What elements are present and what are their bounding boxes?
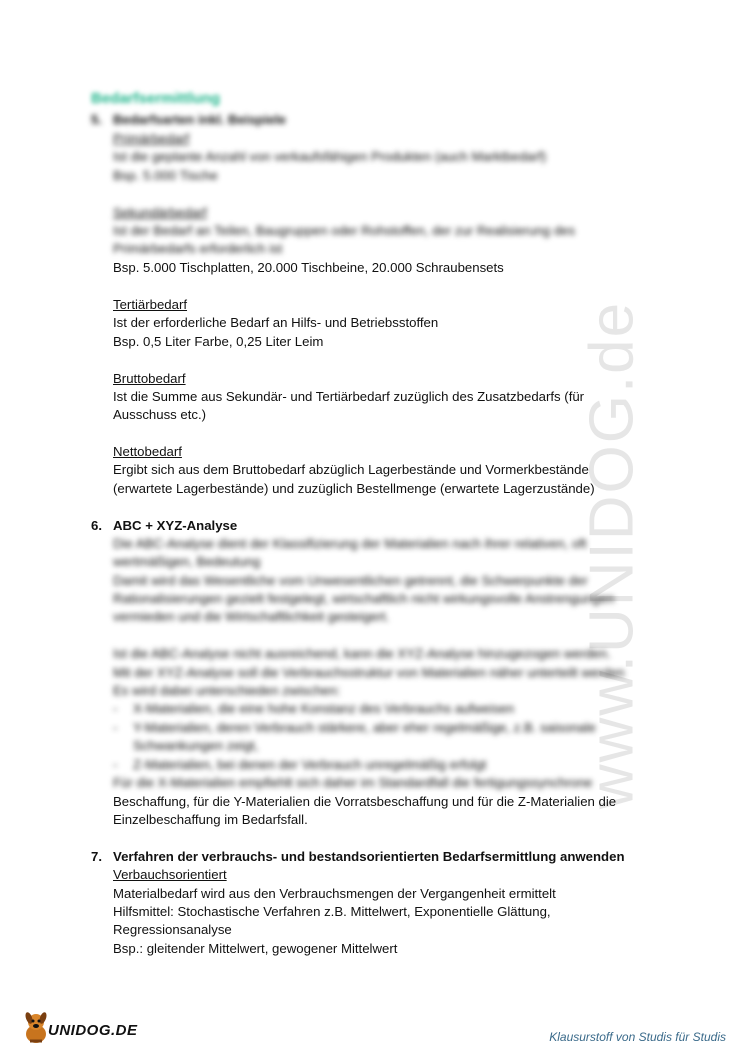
xyz-bullet-x: X-Materialien, die eine hohe Konstanz des Verbrauchs aufweisen <box>133 701 515 716</box>
nettobedarf-text-2: (erwartete Lagerbestände) und zuzüglich Bestellmenge (erwartete Lagerzustände) <box>113 481 595 496</box>
verbrauchsorientiert-title: Verbauchsorientiert <box>113 867 227 882</box>
section-7-heading: Verfahren der verbrauchs- und bestandsorientierten Bedarfsermittlung anwenden <box>113 849 625 864</box>
primaerbedarf-text: Ist die geplante Anzahl von verkaufsfähigen Produkten (auch Marktbedarf) <box>113 149 547 164</box>
bruttobedarf-title: Bruttobedarf <box>113 371 186 386</box>
bullet-dash: - <box>113 720 118 735</box>
section-5-heading: Bedarfsarten inkl. Beispiele <box>113 112 286 127</box>
abc-text-3: Damit wird das Wesentliche vom Unwesentlichen getrennt, die Schwerpunkte der <box>113 573 588 588</box>
footer-logo-text: UNIDOG.DE <box>48 1022 138 1039</box>
abc-text-5: vermieden und die Wirtschaftlichkeit gesteigert. <box>113 609 390 624</box>
footer-slogan: Klausurstoff von Studis für Studis <box>549 1030 726 1044</box>
primaerbedarf-example: Bsp. 5.000 Tische <box>113 168 218 183</box>
xyz-text-1: Ist die ABC-Analyse nicht ausreichend, kann die XYZ-Analyse hinzugezogen werden. <box>113 646 611 661</box>
primaerbedarf-title: Primärbedarf <box>113 131 190 146</box>
tertiaerbedarf-title: Tertiärbedarf <box>113 297 188 312</box>
document-title: Bedarfsermittlung <box>91 90 221 107</box>
xyz-bullet-z: Z-Materialien, bei denen der Verbrauch unregelmäßig erfolgt <box>133 757 487 772</box>
xyz-bullet-y-2: Schwankungen zeigt, <box>133 738 259 753</box>
sekundaerbedarf-text-2: Primärbedarfs erforderlich ist <box>113 241 283 256</box>
sekundaerbedarf-example: Bsp. 5.000 Tischplatten, 20.000 Tischbeine, 20.000 Schraubensets <box>113 260 504 275</box>
nettobedarf-text-1: Ergibt sich aus dem Bruttobedarf abzüglich Lagerbestände und Vormerkbestände <box>113 462 589 477</box>
verbrauchsorientiert-text-3: Regressionsanalyse <box>113 922 232 937</box>
abc-text-1: Die ABC-Analyse dient der Klassifizierung der Materialien nach ihrer relativen, oft <box>113 536 587 551</box>
xyz-bullet-y-1: Y-Materialien, deren Verbrauch stärkere, aber eher regelmäßige, z.B. saisonale <box>133 720 596 735</box>
abc-text-2: wertmäßigen, Bedeutung <box>113 554 261 569</box>
bruttobedarf-text-1: Ist die Summe aus Sekundär- und Tertiärbedarf zuzüglich des Zusatzbedarfs (für <box>113 389 585 404</box>
abc-text-4: Rationalisierungen gezielt festgelegt, wirtschaftlich nicht wirkungsvolle Anstrengungen <box>113 591 615 606</box>
verbrauchsorientiert-text-1: Materialbedarf wird aus den Verbrauchsmengen der Vergangenheit ermittelt <box>113 886 556 901</box>
verbrauchsorientiert-text-4: Bsp.: gleitender Mittelwert, gewogener Mittelwert <box>113 941 398 956</box>
tertiaerbedarf-text: Ist der erforderliche Bedarf an Hilfs- und Betriebsstoffen <box>113 315 439 330</box>
nettobedarf-title: Nettobedarf <box>113 444 182 459</box>
bullet-dash: - <box>113 701 118 716</box>
xyz-text-4: Für die X-Materialien empfiehlt sich daher im Standardfall die fertigungssynchrone <box>113 775 593 790</box>
sekundaerbedarf-text-1: Ist der Bedarf an Teilen, Baugruppen oder Rohstoffen, der zur Realisierung des <box>113 223 576 238</box>
bruttobedarf-text-2: Ausschuss etc.) <box>113 407 207 422</box>
tertiaerbedarf-example: Bsp. 0,5 Liter Farbe, 0,25 Liter Leim <box>113 334 324 349</box>
section-6-heading: ABC + XYZ-Analyse <box>113 518 238 533</box>
xyz-text-3: Es wird dabei unterschieden zwischen: <box>113 683 341 698</box>
bullet-dash: - <box>113 757 118 772</box>
section-6-number: 6. <box>91 518 102 533</box>
watermark: www.UNIDOG.de <box>577 300 647 810</box>
verbrauchsorientiert-text-2: Hilfsmittel: Stochastische Verfahren z.B. Mittelwert, Exponentielle Glättung, <box>113 904 551 919</box>
section-5-number: 5. <box>91 112 102 127</box>
xyz-text-5: Beschaffung, für die Y-Materialien die Vorratsbeschaffung und für die Z-Materialien die <box>113 794 617 809</box>
sekundaerbedarf-title: Sekundärbedarf <box>113 205 207 220</box>
xyz-text-2: Mit der XYZ-Analyse soll die Verbrauchsstruktur von Materialien näher unterteilt werden <box>113 665 625 680</box>
section-7-number: 7. <box>91 849 102 864</box>
xyz-text-6: Einzelbeschaffung im Bedarfsfall. <box>113 812 308 827</box>
